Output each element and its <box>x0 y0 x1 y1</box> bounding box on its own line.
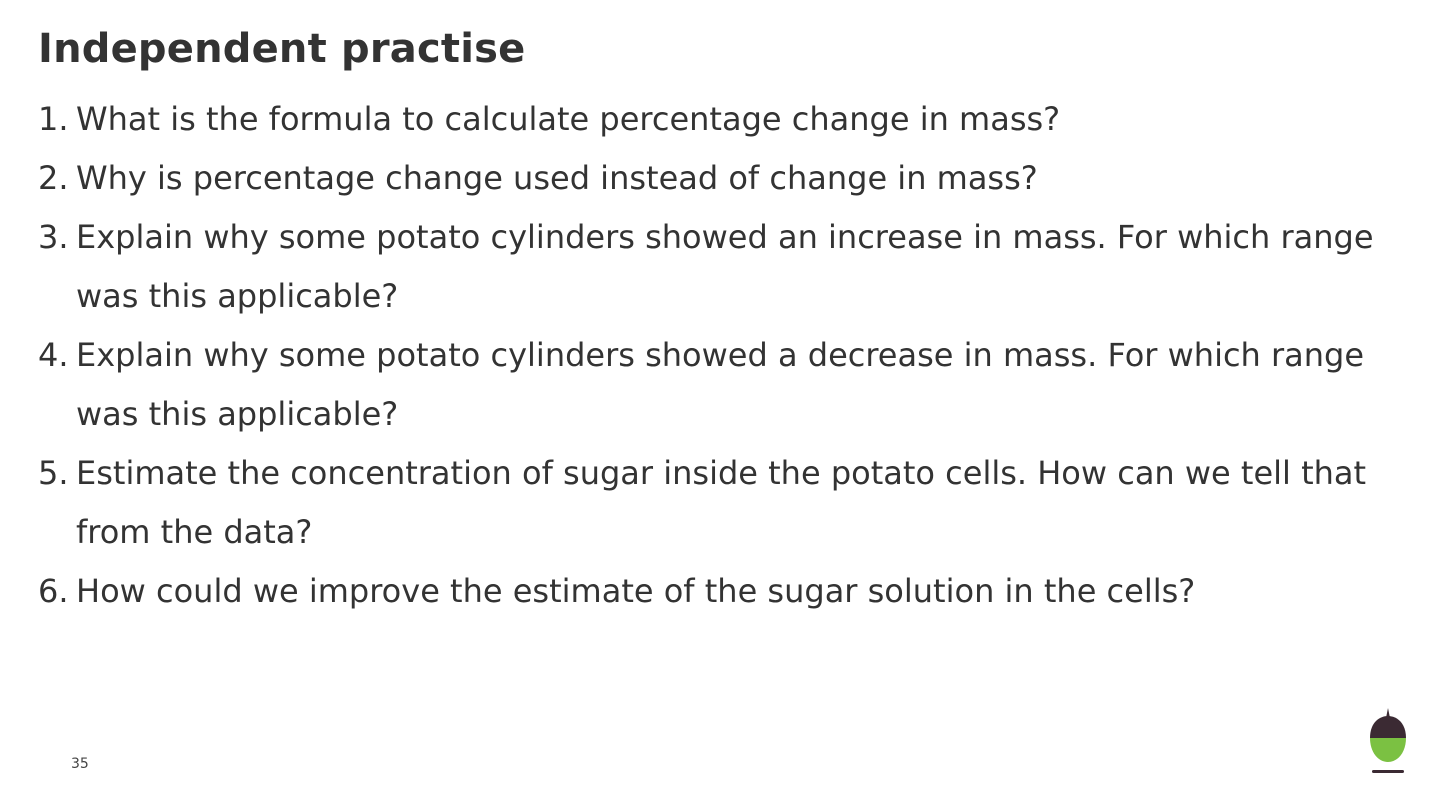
acorn-cap <box>1370 716 1406 738</box>
question-item-1 <box>38 90 1398 149</box>
question-item-2 <box>38 149 1398 208</box>
acorn-icon <box>1364 706 1412 778</box>
acorn-base <box>1372 770 1404 773</box>
question-text: What is the formula to calculate percentage change in mass? <box>76 100 1061 138</box>
question-number: 1. <box>38 100 69 138</box>
question-item-6 <box>38 562 1398 621</box>
question-number: 4. <box>38 336 69 374</box>
slide-title: Independent practise <box>38 26 526 72</box>
acorn-body <box>1370 738 1406 762</box>
question-text: Why is percentage change used instead of change in mass? <box>76 159 1038 197</box>
question-number: 2. <box>38 159 69 197</box>
question-list <box>38 90 1398 621</box>
question-number: 5. <box>38 454 69 492</box>
question-text: Estimate the concentration of sugar inside the potato cells. How can we tell that from the data? <box>76 454 1367 551</box>
question-number: 3. <box>38 218 69 256</box>
question-item-3 <box>38 208 1398 326</box>
question-item-4 <box>38 326 1398 444</box>
question-text: Explain why some potato cylinders showed a decrease in mass. For which range was this applicable? <box>76 336 1365 433</box>
question-text: How could we improve the estimate of the sugar solution in the cells? <box>76 572 1196 610</box>
question-number: 6. <box>38 572 69 610</box>
question-item-5 <box>38 444 1398 562</box>
page-number: 35 <box>71 756 89 772</box>
question-text: Explain why some potato cylinders showed an increase in mass. For which range was this applicable? <box>76 218 1374 315</box>
